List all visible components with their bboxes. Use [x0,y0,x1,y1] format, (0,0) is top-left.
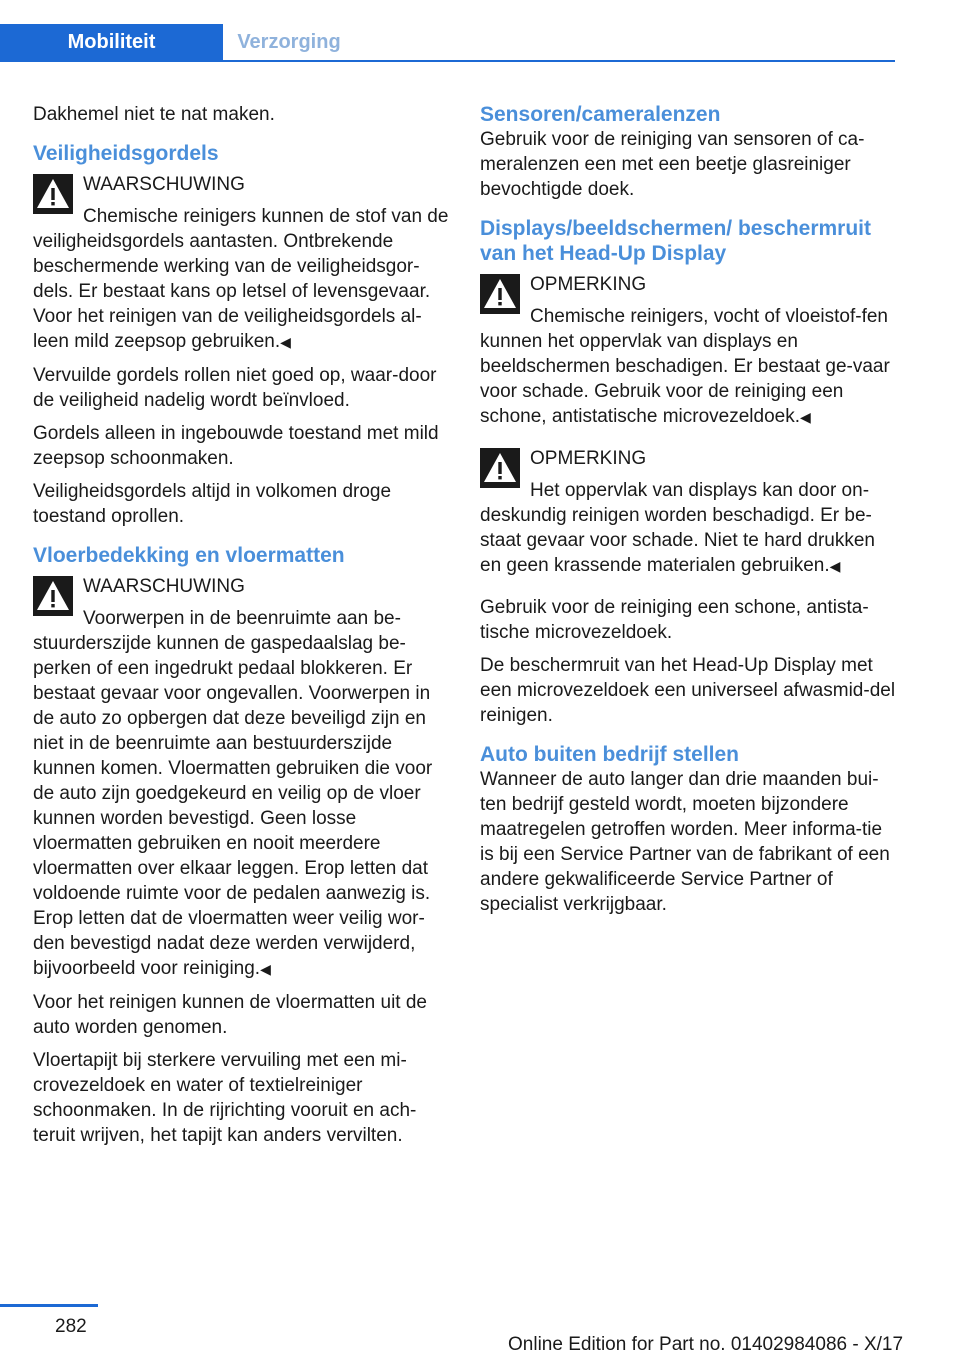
floor-paragraph: Vloertapijt bij sterkere vervuiling met een mi-crovezeldoek en water of textielreiniger schoonmaken. In de rijrichting vooruit en ach-teruit wrijven, het tapijt kan anders vervilten. [33,1050,417,1146]
heading-seatbelts: Veiligheidsgordels [33,142,219,165]
seatbelt-paragraph: Veiligheidsgordels altijd in volkomen droge toestand oprollen. [33,481,392,527]
warning-title: WAARSCHUWING [83,174,245,195]
warning-block-floor [33,574,451,982]
seatbelt-paragraph: Gordels alleen in ingebouwde toestand met mild zeepsop schoonmaken. [33,423,439,469]
warning-title: WAARSCHUWING [83,576,245,597]
footer-accent-line [0,1304,98,1307]
footer-edition: Online Edition for Part no. 01402984086 - X/17 [508,1334,904,1355]
heading-storage: Auto buiten bedrijf stellen [480,743,740,766]
note-title: OPMERKING [530,448,647,469]
note-block-displays-2 [480,446,898,579]
warning-text: Voorwerpen in de beenruimte aan be-stuurderszijde kunnen de gaspedaalslag be-perken of een ingedrukt pedaal blokkeren. Er bestaat gevaar voor ongevallen. Voorwerpen in de auto zo opbergen dat deze beveiligd zijn en niet in de beenruimte aan bestuurderszijde kunnen komen. Vloermatten gebruiken die voor de auto zijn goedgekeurd en veilig op de vloer kunnen worden bevestigd. Geen losse vloermatten gebruiken en nooit meerdere vloermatten over elkaar leggen. Erop letten dat voldoende ruimte voor de pedalen aanwezig is. Erop letten dat de vloermatten weer veilig wor-den bevestigd nadat deze werden verwijderd, bijvoorbeeld voor reiniging. [33,608,433,979]
note-text: Het oppervlak van displays kan door on-deskundig reinigen worden beschadigd. Er be-staat gevaar voor schade. Niet te hard drukken en geen krassende materialen gebruiken. [480,480,876,576]
left-column [33,102,451,1156]
storage-text: Wanneer de auto langer dan drie maanden bui-ten bedrijf gesteld wordt, moeten bijzondere maatregelen getroffen worden. Meer informa-tie is bij een Service Partner van de fabrikant of een andere gekwalificeerde Service Partner of specialist verkrijgbaar. [480,769,890,915]
floor-paragraph: Voor het reinigen kunnen de vloermatten uit de auto worden genomen. [33,992,427,1038]
end-mark: ◀ [829,558,841,574]
warning-triangle-icon [33,174,73,214]
page-number: 282 [55,1316,87,1337]
chapter-tabs [0,24,895,62]
seatbelt-paragraph: Vervuilde gordels rollen niet goed op, waar-door de veiligheid nadelig wordt beïnvloed. [33,365,437,411]
displays-paragraph: De beschermruit van het Head-Up Display met een microvezeldoek een universeel afwasmid-del reinigen. [480,655,896,726]
warning-text: Chemische reinigers kunnen de stof van de veiligheidsgordels aantasten. Ontbrekende beschermende werking van de veiligheidsgor-dels. Er bestaat kans op letsel of levensgevaar. Voor het reinigen van de veiligheidsgordels al-leen mild zeepsop gebruiken. [33,206,449,352]
heading-sensors: Sensoren/cameralenzen [480,103,721,126]
warning-triangle-icon [480,274,520,314]
end-mark: ◀ [280,334,291,350]
note-block-displays-1 [480,272,898,430]
warning-triangle-icon [33,576,73,616]
end-mark: ◀ [260,961,271,977]
note-text: Chemische reinigers, vocht of vloeistof-fen kunnen het oppervlak van displays en beeldschermen beschadigen. Er bestaat ge-vaar voor schade. Gebruik voor de reiniging een schone, antistatische microvezeldoek. [480,306,890,427]
tab-mobiliteit[interactable]: Mobiliteit [0,24,223,60]
end-mark: ◀ [800,409,811,425]
note-title: OPMERKING [530,274,647,295]
tab-underline [0,60,895,62]
sensors-text: Gebruik voor de reiniging van sensoren of ca-meralenzen een met een beetje glasreiniger bevochtigde doek. [480,129,865,200]
heading-floor: Vloerbedekking en vloermatten [33,544,345,567]
tab-verzorging[interactable]: Verzorging [237,31,341,53]
displays-paragraph: Gebruik voor de reiniging een schone, antista-tische microvezeldoek. [480,597,869,643]
right-column [480,102,898,925]
warning-triangle-icon [480,448,520,488]
warning-block-seatbelts [33,172,451,355]
intro-text: Dakhemel niet te nat maken. [33,104,275,125]
heading-displays: Displays/beeldschermen/ beschermruit van het Head-Up Display [480,217,871,265]
